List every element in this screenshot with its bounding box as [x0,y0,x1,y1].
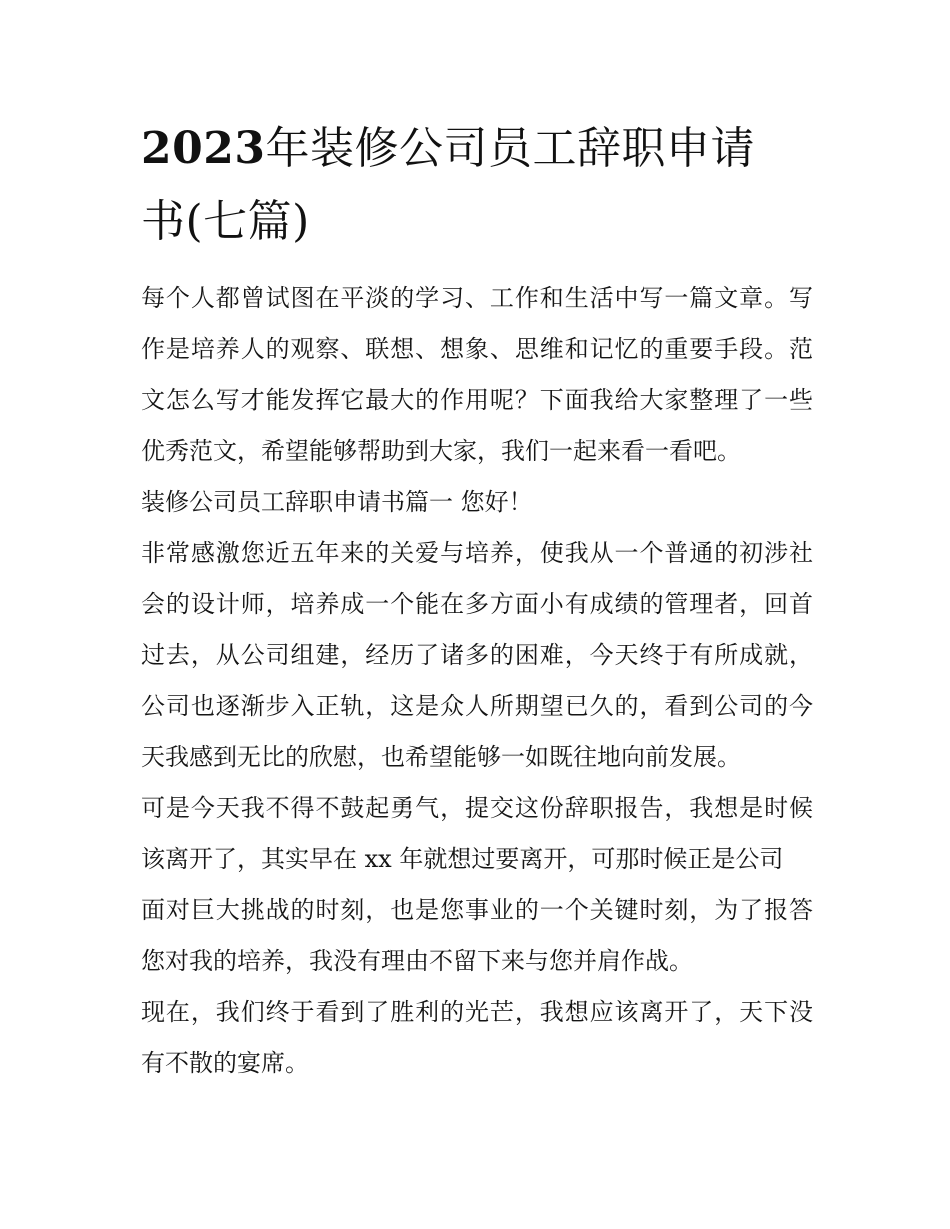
body-paragraph-gratitude [141,528,813,783]
paragraph-line: 可是今天我不得不鼓起勇气，提交这份辞职报告，我想是时候 [141,794,813,822]
title-year: 2023 [141,123,266,174]
paragraph-line: 每个人都曾试图在平淡的学习、工作和生活中写一篇文章。写 [141,284,813,312]
paragraph-line: 该离开了，其实早在 xx 年就想过要离开，可那时候正是公司 [141,845,784,873]
letter-heading-paragraph [141,477,813,528]
paragraph-line: 文怎么写才能发挥它最大的作用呢？下面我给大家整理了一些 [141,386,813,414]
paragraph-line: 会的设计师，培养成一个能在多方面小有成绩的管理者，回首 [141,590,813,618]
paragraph-line: 您对我的培养，我没有理由不留下来与您并肩作战。 [141,947,693,975]
paragraph-line: 面对巨大挑战的时刻，也是您事业的一个关键时刻，为了报答 [141,896,813,924]
title-line-1 [141,112,813,185]
body-paragraph-farewell [141,987,813,1089]
paragraph-line: 有不散的宴席。 [141,1049,309,1077]
intro-paragraph [141,273,813,477]
paragraph-line: 过去，从公司组建，经历了诸多的困难，今天终于有所成就， [141,641,813,669]
title-line-2: 书(七篇) [141,196,310,247]
paragraph-line: 优秀范文，希望能够帮助到大家，我们一起来看一看吧。 [141,437,741,465]
paragraph-line: 公司也逐渐步入正轨，这是众人所期望已久的，看到公司的今 [141,692,813,720]
paragraph-line: 天我感到无比的欣慰，也希望能够一如既往地向前发展。 [141,743,741,771]
paragraph-line: 现在，我们终于看到了胜利的光芒，我想应该离开了，天下没 [141,998,813,1026]
paragraph-line: 作是培养人的观察、联想、想象、思维和记忆的重要手段。范 [141,335,813,363]
paragraph-line: 装修公司员工辞职申请书篇一 您好！ [141,488,533,516]
document-title [141,112,813,258]
paragraph-line: 非常感激您近五年来的关爱与培养，使我从一个普通的初涉社 [141,539,813,567]
body-paragraph-resignation [141,783,813,987]
document-content [141,112,813,1089]
title-line-1-text: 年装修公司员工辞职申请 [265,123,755,174]
